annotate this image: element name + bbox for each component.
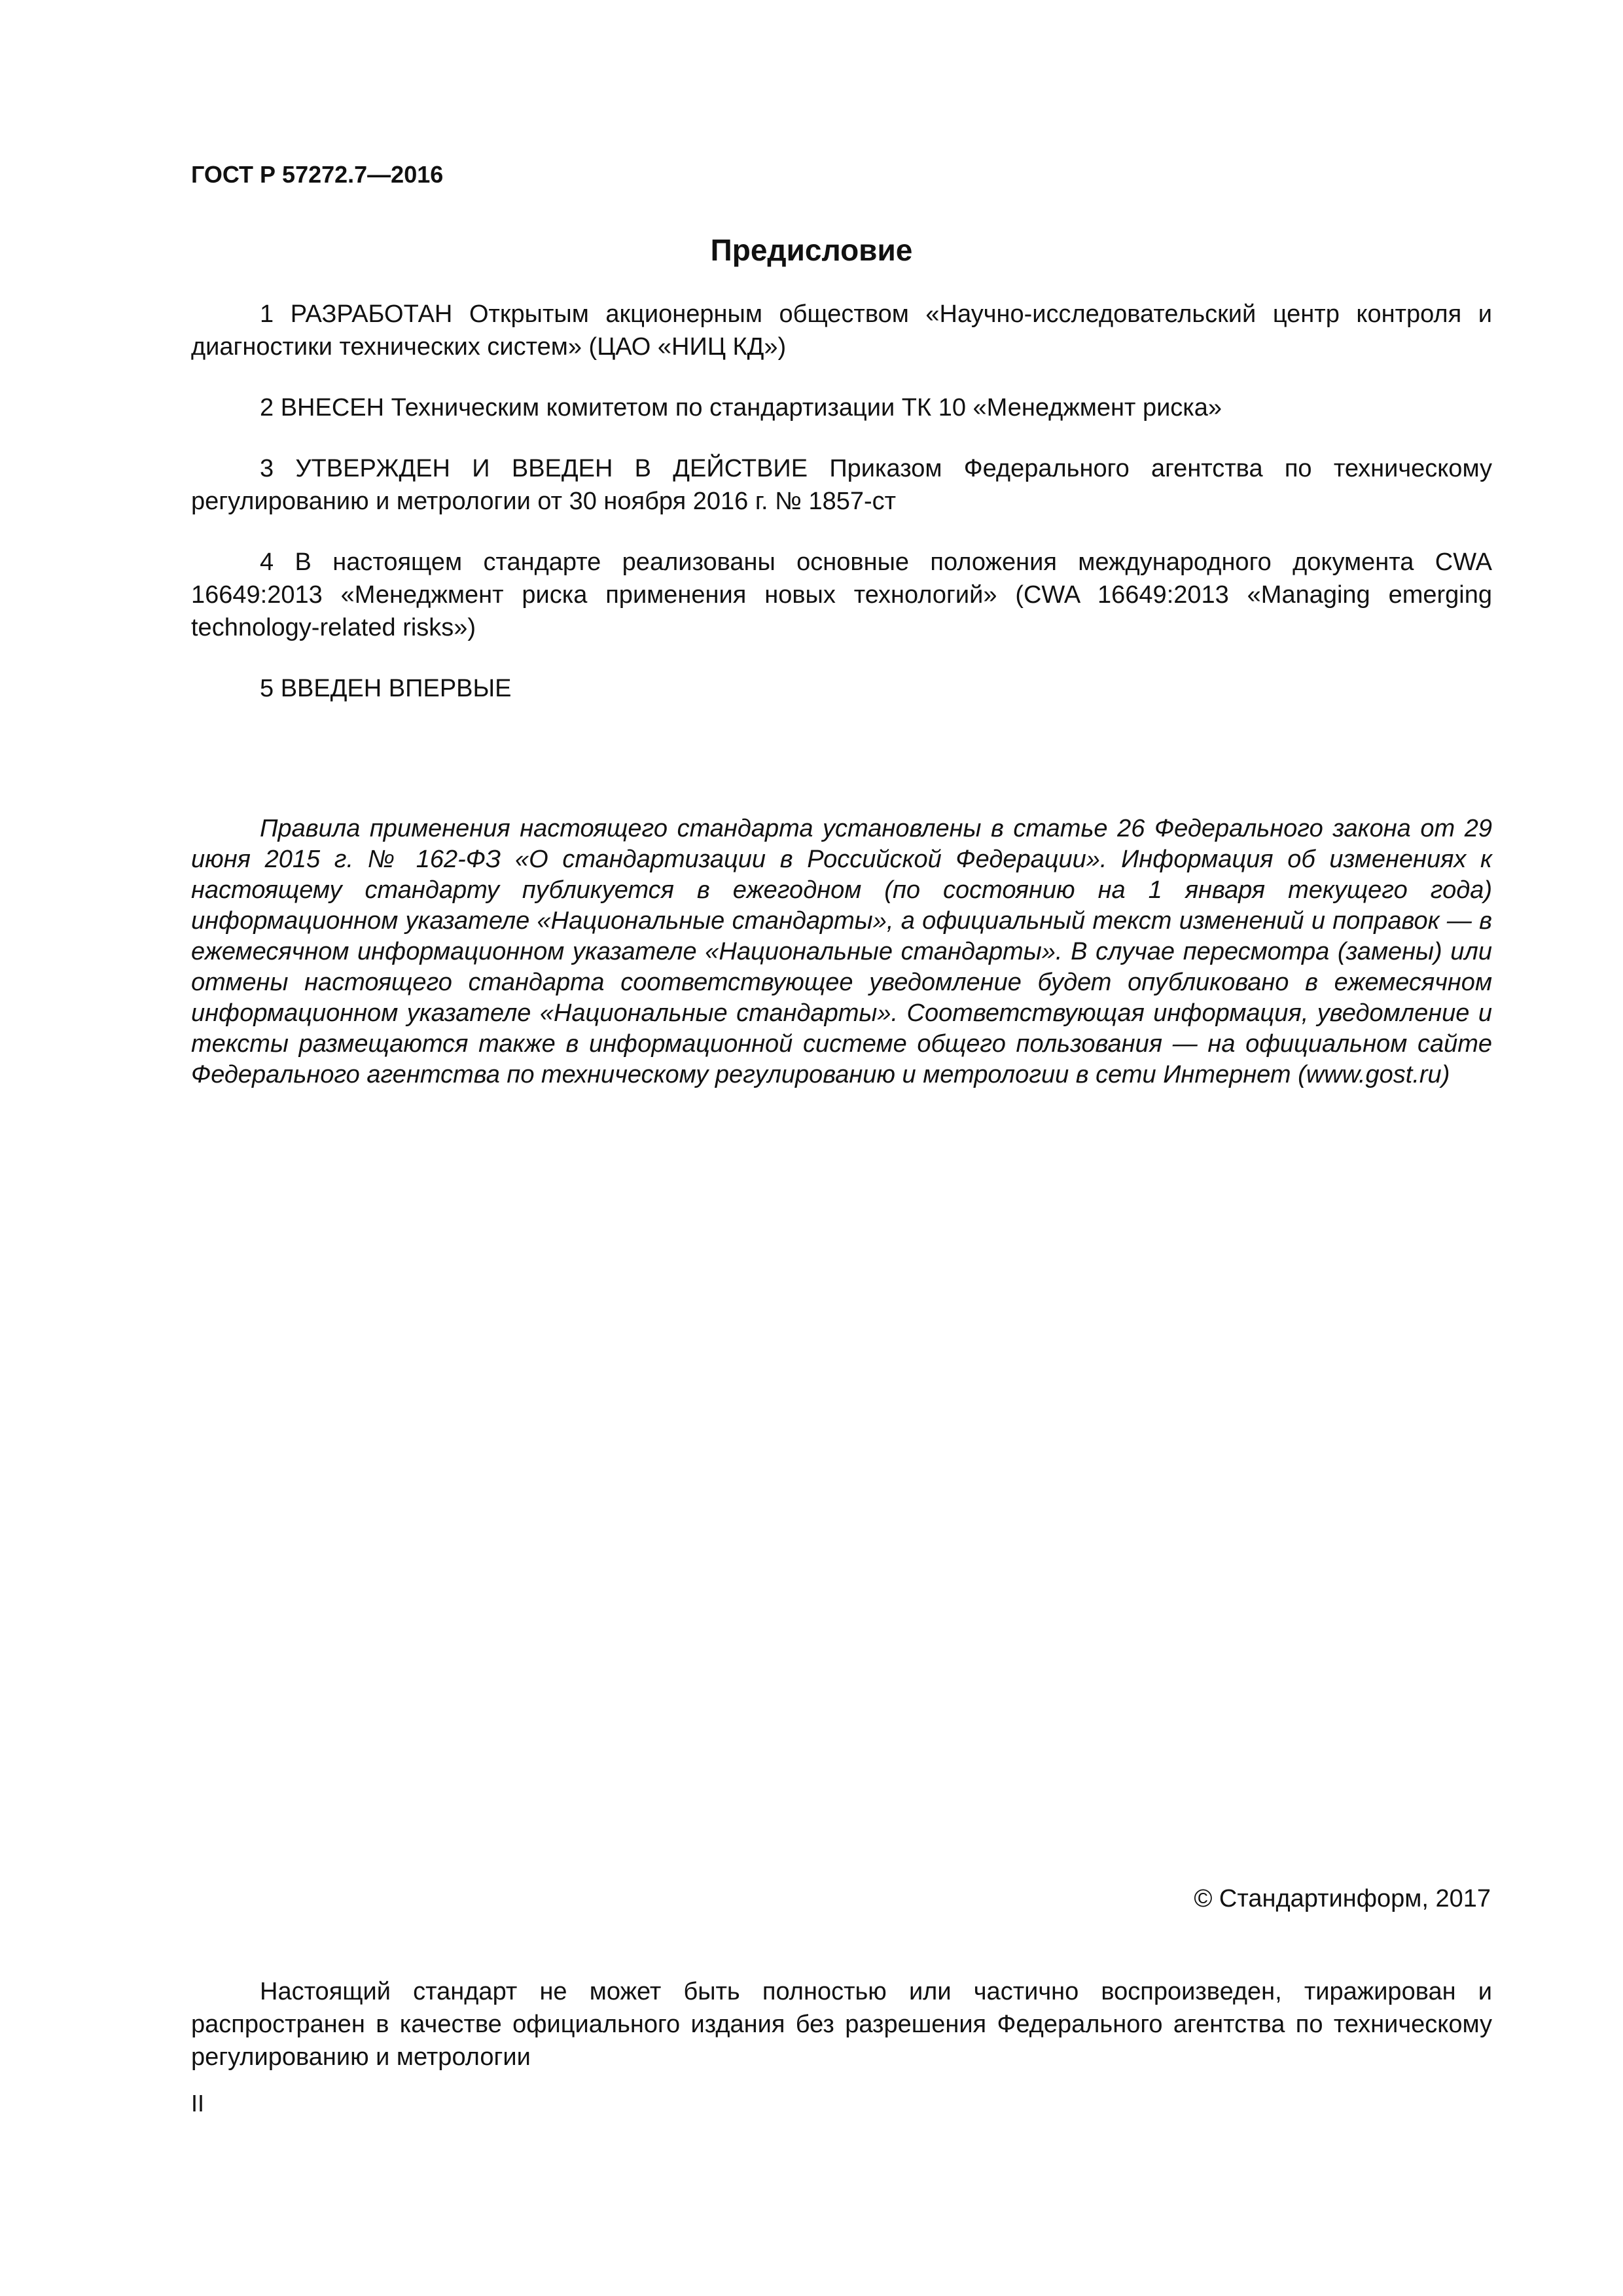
preface-item-5: 5 ВВЕДЕН ВПЕРВЫЕ bbox=[260, 675, 512, 702]
reproduction-notice: Настоящий стандарт не может быть полностью или частично воспроизведен, тиражирован и распространен в качестве официального издания без разрешения Федерального агентства по техническому регулированию и метрологии bbox=[191, 1978, 1492, 2071]
page-title: Предисловие bbox=[710, 233, 913, 267]
preface-item-3: 3 УТВЕРЖДЕН И ВВЕДЕН В ДЕЙСТВИЕ Приказом Федерального агентства по техническому регулированию и метрологии от 30 ноября 2016 г. № 1857-ст bbox=[191, 455, 1492, 515]
preface-item-2: 2 ВНЕСЕН Техническим комитетом по стандартизации ТК 10 «Менеджмент риска» bbox=[260, 394, 1222, 422]
document-code: ГОСТ Р 57272.7—2016 bbox=[191, 161, 444, 188]
preface-item-4: 4 В настоящем стандарте реализованы основные положения международного документа CWA 16649:2013 «Менеджмент риска применения новых технологий» (CWA 16649:2013 «Managing emerging technology-related risks») bbox=[191, 548, 1492, 641]
application-rules-notice: Правила применения настоящего стандарта установлены в статье 26 Федерального закона от 29 июня 2015 г. № 162-ФЗ «О стандартизации в Российской Федерации». Информация об изменениях к настоящему стандарту публикуется в ежегодном (по состоянию на 1 января текущего года) информационном указателе «Национальные стандарты», а официальный текст изменений и поправок — в ежемесячном информационном указателе «Национальные стандарты». В случае пересмотра (замены) или отмены настоящего стандарта соответствующее уведомление будет опубликовано в ежемесячном информационном указателе «Национальные стандарты». Соответствующая информация, уведомление и тексты размещаются также в информационной системе общего пользования — на официальном сайте Федерального агентства по техническому регулированию и метрологии в сети Интернет (www.gost.ru) bbox=[191, 815, 1492, 1088]
copyright: © Стандартинформ, 2017 bbox=[1194, 1885, 1491, 1912]
preface-items bbox=[191, 298, 1492, 733]
page-number: II bbox=[191, 2090, 205, 2117]
preface-item-1: 1 РАЗРАБОТАН Открытым акционерным обществом «Научно-исследовательский центр контроля и диагностики технических систем» (ЦАО «НИЦ КД») bbox=[191, 300, 1492, 361]
